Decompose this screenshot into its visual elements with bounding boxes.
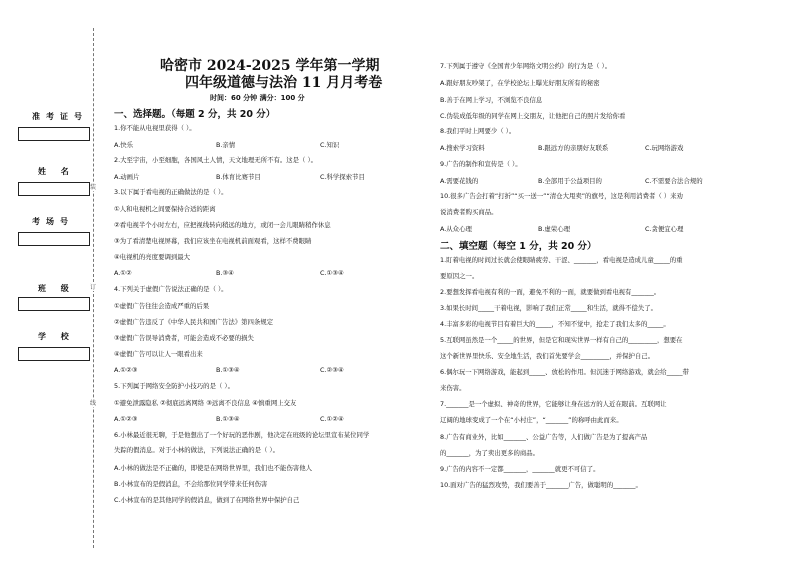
question-10: 10.很多广告会打着“打折”“买一送一”“清仓大甩卖”的旗号，这是利用消费者（ ）来劝 <box>440 192 683 200</box>
question-6: 6.小林最近很无聊，于是他想出了一个好玩的恶作剧，他决定在班级的论坛里宣布某位同学 <box>114 431 370 439</box>
q4-option-b[interactable]: B.①③④ <box>216 366 240 374</box>
question-7: 7.下列属于遵守《全国青少年网络文明公约》的行为是（ ）。 <box>440 62 612 70</box>
question-10-cont: 说消费者购买商品。 <box>440 208 498 216</box>
q2-option-c[interactable]: C.科学探索节目 <box>320 173 365 181</box>
q2-option-a[interactable]: A.动画片 <box>114 173 140 181</box>
q8-option-a[interactable]: A.搜索学习资料 <box>440 144 485 152</box>
q10-option-c[interactable]: C.贪便宜心理 <box>645 225 684 233</box>
section-1-title: 一、选择题。（每题 2 分，共 20 分） <box>114 109 276 120</box>
q7-option-b[interactable]: B.善于在网上学习，不浏览不良信息 <box>440 96 543 104</box>
question-3: 3.以下属于看电视的正确做法的是（ ）。 <box>114 188 228 196</box>
question-5: 5.下列属于网络安全防护小技巧的是（ ）。 <box>114 382 234 390</box>
label-name: 姓 名 <box>38 167 75 176</box>
q8-option-b[interactable]: B.跟远方的亲朋好友联系 <box>538 144 609 152</box>
question-1: 1.你不能从电视里获得（ ）。 <box>114 124 196 132</box>
q10-option-a[interactable]: A.从众心理 <box>440 225 472 233</box>
binding-char-1: 装 <box>90 184 97 191</box>
label-school: 学 校 <box>38 332 75 341</box>
question-6-cont: 失踪的假消息。对于小林的做法，下列说法正确的是（ ）。 <box>114 446 279 454</box>
q3-option-a[interactable]: A.①② <box>114 269 132 277</box>
q3-statement-2: ②看电视半个小时左右，应把视线转向稍远的地方，或闭一会儿眼睛稍作休息 <box>114 221 331 229</box>
q4-statement-2: ②虚假广告违反了《中华人民共和国广告法》第四条规定 <box>114 318 274 326</box>
q3-statement-1: ①人和电视机之间要保持合适的距离 <box>114 205 216 213</box>
school-field[interactable] <box>18 347 90 361</box>
q7-option-a[interactable]: A.跟好朋友吵架了，在学校论坛上曝光好朋友所有的秘密 <box>440 79 600 87</box>
fill-7-cont: 辽阔的地球变成了一个在“小村庄”，“_______”的称呼由此而来。 <box>440 416 623 424</box>
q7-option-c[interactable]: C.伪装成低年级的同学在网上交朋友，让他把自己的照片发给你看 <box>440 112 626 120</box>
fill-2: 2.要想发挥看电视有利的一面，避免不利的一面，就要做到看电视有_______。 <box>440 288 661 296</box>
exam-id-field[interactable] <box>18 127 90 141</box>
q3-statement-3: ③为了看清楚电视屏幕，我们应该坐在电视机前面观看，这样不费眼睛 <box>114 237 312 245</box>
name-field[interactable] <box>18 182 90 196</box>
q3-option-c[interactable]: C.①③④ <box>320 269 344 277</box>
fill-1-cont: 要原因之一。 <box>440 272 479 280</box>
label-class: 班 级 <box>38 284 75 293</box>
q5-statements: ①避免泄露隐私 ②彻底远离网络 ③远离不良信息 ④慎重网上交友 <box>114 399 297 407</box>
question-2: 2.大至宇宙，小至细胞，各国风土人情，天文地理无所不有。这是（ ）。 <box>114 156 318 164</box>
q4-statement-3: ③虚假广告误导消费者，可能会造成不必要的损失 <box>114 334 254 342</box>
q8-option-c[interactable]: C.玩网络游戏 <box>645 144 684 152</box>
time-score-line: 时间：60 分钟 满分：100 分 <box>210 94 305 102</box>
q4-statement-1: ①虚假广告往往会造成严重的后果 <box>114 302 210 310</box>
q9-option-b[interactable]: B.全部用于公益项目的 <box>538 177 602 185</box>
fill-6-cont: 来伤害。 <box>440 384 466 392</box>
class-field[interactable] <box>18 297 90 311</box>
fill-8: 8.广告有商业外，比如_______、公益广告等，人们做广告是为了提高产品 <box>440 433 648 441</box>
q4-option-a[interactable]: A.①②③ <box>114 366 138 374</box>
q5-option-a[interactable]: A.①②③ <box>114 415 138 423</box>
room-field[interactable] <box>18 232 90 246</box>
q2-option-b[interactable]: B.体育比赛节目 <box>216 173 261 181</box>
section-2-title: 二、填空题（每空 1 分，共 20 分） <box>440 241 597 252</box>
fill-5-cont: 这个新世界里快乐、安全地生活，我们首先要学会_________，并保护自己。 <box>440 352 655 360</box>
fill-3: 3.如果长时间_____干着电视，影响了我们正常_____和生活，就得不偿失了。 <box>440 304 657 312</box>
question-9: 9.广告的制作和宣传是（ ）。 <box>440 160 522 168</box>
binding-char-2: 订 <box>90 284 97 291</box>
fill-4: 4.丰富多彩的电视节目有着巨大的_____，不知不觉中，抢走了我们太多的_____。 <box>440 320 670 328</box>
q10-option-b[interactable]: B.虚荣心理 <box>538 225 570 233</box>
fill-9: 9.广告的内容不一定都_______，_______就更不可信了。 <box>440 465 600 473</box>
q9-option-c[interactable]: C.不需要合法合规的 <box>645 177 703 185</box>
q1-option-a[interactable]: A.快乐 <box>114 141 134 149</box>
fill-5: 5.互联网虽然是一个_____的世界，但是它和现实世界一样有自己的_________，想要在 <box>440 336 683 344</box>
q6-option-a[interactable]: A.小林的做法是不正确的，即使是在网络世界里，我们也不能伤害他人 <box>114 464 313 472</box>
binding-char-3: 线 <box>90 400 97 407</box>
q4-option-c[interactable]: C.②③④ <box>320 366 344 374</box>
fill-8-cont: 的_______，为了卖出更多的商品。 <box>440 449 540 457</box>
label-room: 考场号 <box>32 217 74 226</box>
q6-option-b[interactable]: B.小林宣布的是假消息，不会给那位同学带来任何伤害 <box>114 480 268 488</box>
question-4: 4.下列关于虚假广告说法正确的是（ ）。 <box>114 285 228 293</box>
q3-option-b[interactable]: B.③④ <box>216 269 234 277</box>
page-subtitle: 四年级道德与法治 11 月月考卷 <box>185 75 383 91</box>
question-8: 8.我们平时上网要少（ ）。 <box>440 127 516 135</box>
q1-option-b[interactable]: B.亲情 <box>216 141 236 149</box>
fill-7: 7._______是一个虚拟、神奇的世界，它能够让身在远方的人近在眼前。互联网让 <box>440 400 667 408</box>
q5-option-b[interactable]: B.①③④ <box>216 415 240 423</box>
page-title: 哈密市 2024-2025 学年第一学期 <box>160 58 380 74</box>
fill-6: 6.偶尔玩一下网络游戏，能起到_____、放松的作用。但沉迷于网络游戏，就会给_____带 <box>440 368 689 376</box>
q3-statement-4: ④电视机的亮度要调到最大 <box>114 253 191 261</box>
label-exam-id: 准考证号 <box>32 112 88 121</box>
q4-statement-4: ④虚假广告可以让人一眼看出来 <box>114 350 203 358</box>
q9-option-a[interactable]: A.需要花钱的 <box>440 177 479 185</box>
q6-option-c[interactable]: C.小林宣布的是其他同学的假消息，做到了在网络世界中保护自己 <box>114 496 300 504</box>
q5-option-c[interactable]: C.①②④ <box>320 415 344 423</box>
q1-option-c[interactable]: C.知识 <box>320 141 340 149</box>
fill-1: 1.盯着电视的时间过长就会使眼睛疲劳、干涩、_______，看电视是造成儿童_____的重 <box>440 256 683 264</box>
fill-10: 10.面对广告的猛烈攻势，我们要善于_______广告，做聪明的_______。 <box>440 481 642 489</box>
